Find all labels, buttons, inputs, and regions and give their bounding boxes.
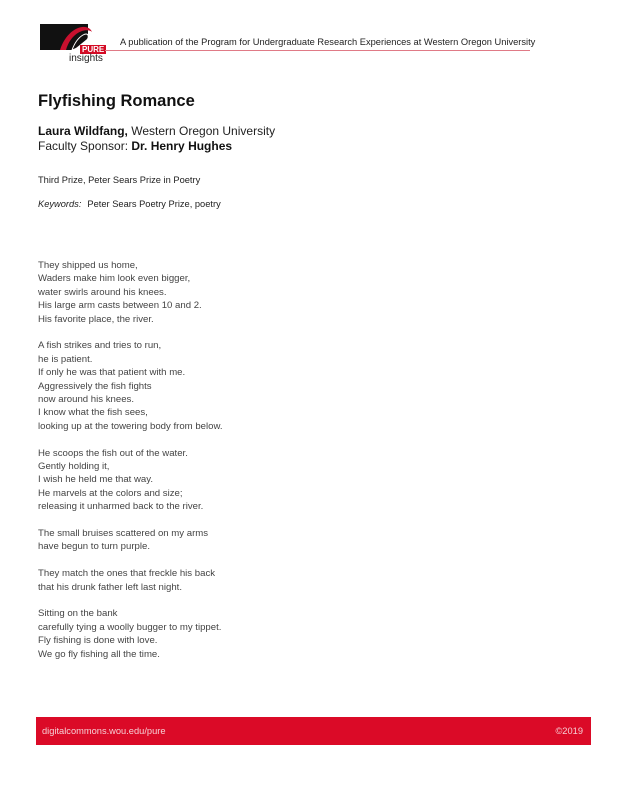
poem-line: carefully tying a woolly bugger to my tippet.	[38, 621, 222, 633]
poem-line: His favorite place, the river.	[38, 313, 154, 325]
author-affiliation: Western Oregon University	[127, 124, 276, 138]
poem-stanza	[38, 527, 223, 554]
sponsor-label: Faculty Sponsor:	[38, 139, 132, 153]
poem-line: The small bruises scattered on my arms	[38, 528, 209, 540]
poem-stanza	[38, 339, 223, 433]
poem-body	[38, 259, 223, 675]
header-rule	[105, 50, 530, 51]
author-name: Laura Wildfang,	[38, 124, 128, 138]
poem-stanza	[38, 567, 223, 594]
pure-insights-logo	[40, 24, 106, 64]
poem-line: His large arm casts between 10 and 2.	[38, 300, 202, 312]
poem-line: A fish strikes and tries to run,	[38, 340, 162, 352]
footer-copyright: ©2019	[555, 726, 583, 736]
poem-line: They match the ones that freckle his back	[38, 568, 216, 580]
poem-line: They shipped us home,	[38, 260, 138, 271]
poem-line: have begun to turn purple.	[38, 541, 151, 553]
poem-line: Waders make him look even bigger,	[38, 273, 191, 285]
poem-stanza	[38, 447, 223, 514]
poem-line: He marvels at the colors and size;	[38, 487, 183, 499]
poem-line: that his drunk father left last night.	[38, 581, 182, 593]
prize-line: Third Prize, Peter Sears Prize in Poetry	[38, 175, 201, 185]
poem-line: Gently holding it,	[38, 461, 110, 473]
poem-line: looking up at the towering body from below.	[38, 420, 223, 432]
poem-line: Sitting on the bank	[38, 608, 118, 620]
poem-line: he is patient.	[38, 353, 93, 365]
sponsor-line	[38, 139, 275, 154]
poem-line: I know what the fish sees,	[38, 407, 148, 419]
author-line	[38, 124, 275, 139]
publication-line: A publication of the Program for Undergraduate Research Experiences at Western Oregon University	[120, 37, 536, 47]
sponsor-name: Dr. Henry Hughes	[131, 139, 233, 153]
logo-pure-text: PURE	[82, 45, 105, 54]
footer-bar	[36, 717, 591, 745]
poem-line: water swirls around his knees.	[38, 286, 167, 298]
logo-insights-text: insights	[69, 53, 103, 64]
poem-line: now around his knees.	[38, 394, 134, 406]
poem-line: If only he was that patient with me.	[38, 367, 186, 379]
keywords-line	[38, 199, 221, 209]
poem-line: Fly fishing is done with love.	[38, 635, 158, 647]
poem-line: Aggressively the fish fights	[38, 380, 152, 392]
footer-url-link[interactable]: digitalcommons.wou.edu/pure	[42, 726, 166, 736]
poem-line: releasing it unharmed back to the river.	[38, 501, 204, 513]
poem-stanza	[38, 259, 223, 326]
poem-line: We go fly fishing all the time.	[38, 648, 160, 660]
keywords-label: Keywords:	[38, 199, 82, 209]
poem-stanza	[38, 607, 223, 661]
poem-line: I wish he held me that way.	[38, 474, 154, 486]
poem-line: He scoops the fish out of the water.	[38, 447, 188, 459]
author-block	[38, 124, 275, 154]
article-title: Flyfishing Romance	[38, 92, 195, 110]
keywords-value: Peter Sears Poetry Prize, poetry	[87, 199, 221, 209]
